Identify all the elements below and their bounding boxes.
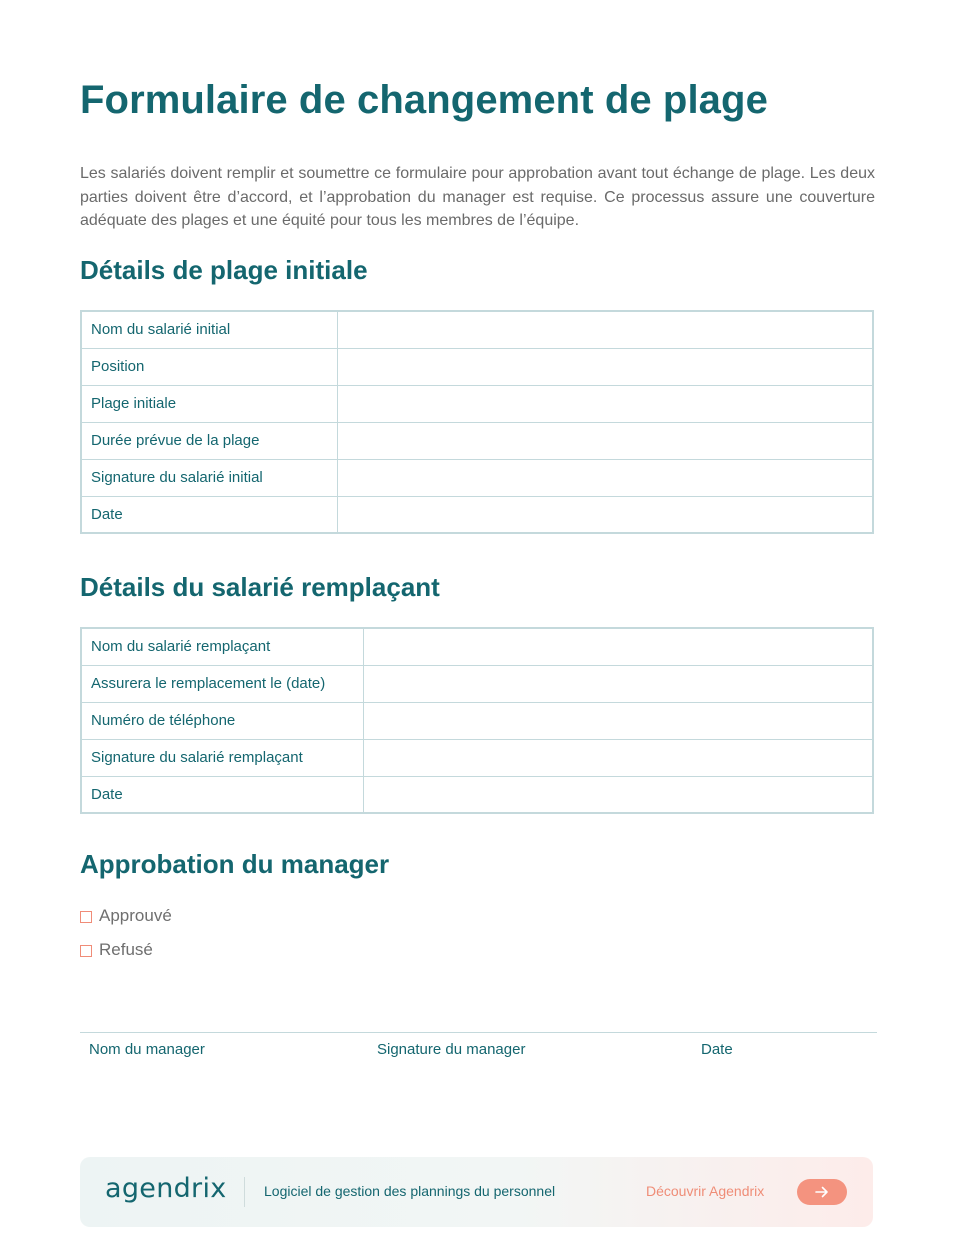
field-label: Durée prévue de la plage — [81, 422, 337, 459]
field-label: Signature du salarié remplaçant — [81, 739, 363, 776]
cta-button[interactable] — [797, 1179, 847, 1205]
field-input[interactable] — [363, 776, 873, 813]
agendrix-logo[interactable]: agendrix — [105, 1173, 227, 1204]
field-input[interactable] — [337, 385, 873, 422]
field-label: Nom du salarié remplaçant — [81, 628, 363, 665]
field-label: Date — [81, 496, 337, 533]
initial-shift-table — [80, 310, 874, 534]
field-input[interactable] — [337, 348, 873, 385]
page-title: Formulaire de changement de plage — [80, 78, 768, 122]
intro-paragraph: Les salariés doivent remplir et soumettre ce formulaire pour approbation avant tout échange de plage. Les deux parties doivent être d’accord, et l’approbation du manager est requise. Ce processus assure une couverture adéquate des plages et une équité pour tous les membres de l’équipe. — [80, 165, 875, 229]
refused-option[interactable] — [80, 940, 153, 960]
discover-link[interactable]: Découvrir Agendrix — [646, 1183, 765, 1199]
table-row — [81, 348, 873, 385]
field-input[interactable] — [363, 702, 873, 739]
table-row — [81, 459, 873, 496]
field-label: Assurera le remplacement le (date) — [81, 665, 363, 702]
field-label: Numéro de téléphone — [81, 702, 363, 739]
table-row — [81, 496, 873, 533]
footer-tagline: Logiciel de gestion des plannings du personnel — [264, 1183, 556, 1199]
field-label: Signature du salarié initial — [81, 459, 337, 496]
table-row — [81, 628, 873, 665]
field-input[interactable] — [363, 628, 873, 665]
table-row — [81, 665, 873, 702]
approved-label: Approuvé — [99, 906, 172, 925]
manager-signature-label: Signature du manager — [377, 1041, 526, 1058]
field-label: Plage initiale — [81, 385, 337, 422]
section-heading-approval: Approbation du manager — [80, 849, 390, 879]
table-row — [81, 422, 873, 459]
arrow-right-icon — [815, 1186, 829, 1198]
table-row — [81, 385, 873, 422]
table-row — [81, 311, 873, 348]
replacement-table — [80, 627, 874, 814]
approved-checkbox[interactable] — [80, 911, 92, 923]
field-label: Position — [81, 348, 337, 385]
approval-date-label: Date — [701, 1041, 733, 1058]
field-input[interactable] — [337, 422, 873, 459]
manager-name-label: Nom du manager — [89, 1041, 205, 1058]
field-input[interactable] — [337, 496, 873, 533]
refused-checkbox[interactable] — [80, 945, 92, 957]
field-input[interactable] — [337, 459, 873, 496]
footer-divider — [244, 1177, 245, 1207]
field-label: Nom du salarié initial — [81, 311, 337, 348]
field-label: Date — [81, 776, 363, 813]
section-heading-replacement: Détails du salarié remplaçant — [80, 572, 440, 602]
signature-line[interactable] — [80, 1032, 877, 1033]
refused-label: Refusé — [99, 940, 153, 959]
section-heading-initial: Détails de plage initiale — [80, 255, 368, 285]
table-row — [81, 776, 873, 813]
field-input[interactable] — [363, 739, 873, 776]
field-input[interactable] — [337, 311, 873, 348]
field-input[interactable] — [363, 665, 873, 702]
table-row — [81, 739, 873, 776]
footer-banner — [80, 1157, 873, 1227]
approved-option[interactable] — [80, 906, 172, 926]
table-row — [81, 702, 873, 739]
